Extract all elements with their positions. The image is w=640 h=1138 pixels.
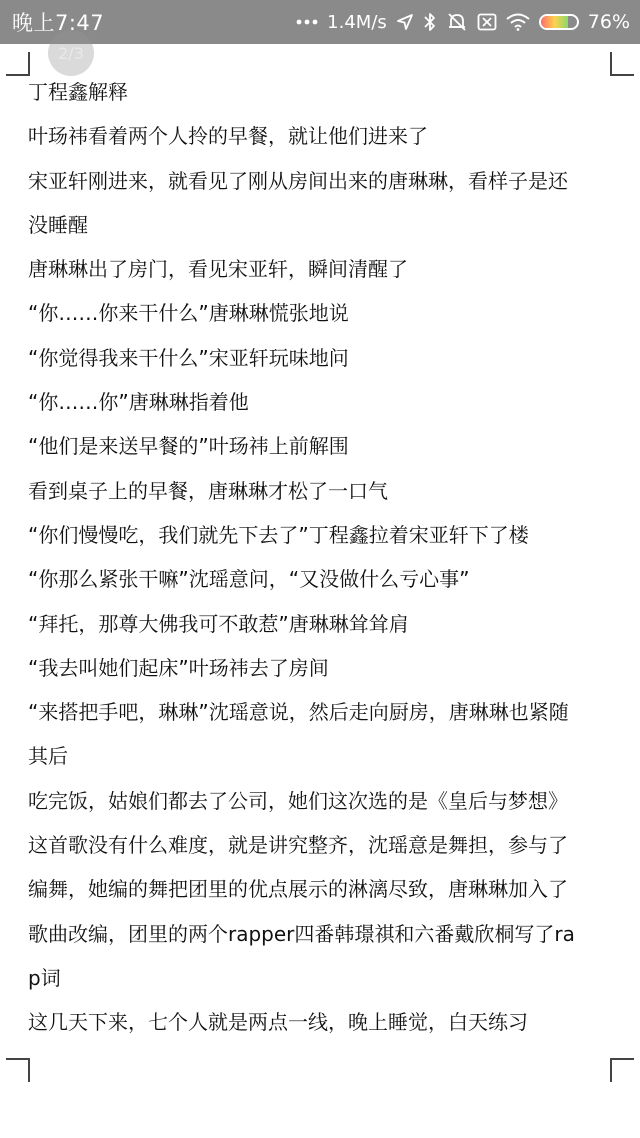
text-line: 看到桌子上的早餐，唐琳琳才松了一口气 [28,478,388,503]
text-line: “我去叫她们起床”叶玚祎去了房间 [28,655,329,680]
sim-off-icon [477,13,497,31]
page-indicator: 2/3 [48,30,94,76]
text-line: 这首歌没有什么难度，就是讲究整齐，沈瑶意是舞担，参与了 [28,833,568,858]
text-line: 其后 [28,744,68,769]
battery-level [541,16,568,28]
text-line: “你……你”唐琳琳指着他 [28,390,249,415]
battery-percent: 76% [587,11,630,33]
text-line: 没睡醒 [28,212,88,237]
status-time: 晚上7:47 [12,11,105,35]
crop-mark-bottom-right [610,1058,634,1082]
crop-mark-bottom-left [6,1058,30,1082]
status-bar [0,0,640,44]
text-line: “你那么紧张干嘛”沈瑶意问，“又没做什么亏心事” [28,567,470,592]
mute-icon [446,12,468,32]
text-line: “你们慢慢吃，我们就先下去了”丁程鑫拉着宋亚轩下了楼 [28,522,529,547]
text-line: 歌曲改编，团里的两个rapper四番韩璟祺和六番戴欣桐写了ra [28,921,575,946]
text-line: 丁程鑫解释 [28,80,128,104]
text-line: 叶玚祎看着两个人拎的早餐，就让他们进来了 [28,124,428,149]
document-body[interactable] [28,70,612,1045]
text-line: 吃完饭，姑娘们都去了公司，她们这次选的是《皇后与梦想》 [28,788,568,813]
network-speed: 1.4M/s [327,11,387,33]
location-icon [396,13,414,31]
text-line: “他们是来送早餐的”叶玚祎上前解围 [28,434,349,459]
text-line: “你觉得我来干什么”宋亚轩玩味地问 [28,345,349,370]
bluetooth-icon [423,12,437,32]
status-icons [296,11,630,33]
text-line: 宋亚轩刚进来，就看见了刚从房间出来的唐琳琳，看样子是还 [28,168,568,193]
text-line: “来搭把手吧，琳琳”沈瑶意说，然后走向厨房，唐琳琳也紧随 [28,700,569,725]
crop-mark-top-right [610,52,634,76]
text-line: 唐琳琳出了房门，看见宋亚轩，瞬间清醒了 [28,257,408,282]
text-line: 编舞，她编的舞把团里的优点展示的淋漓尽致，唐琳琳加入了 [28,877,568,902]
text-line: “你……你来干什么”唐琳琳慌张地说 [28,301,349,326]
text-line: p词 [28,965,61,990]
text-line: 这几天下来，七个人就是两点一线，晚上睡觉，白天练习 [28,1010,528,1035]
wifi-icon [506,13,530,31]
battery-icon [539,14,579,30]
crop-mark-top-left [6,52,30,76]
dots-icon [296,18,318,26]
text-line: “拜托，那尊大佛我可不敢惹”唐琳琳耸耸肩 [28,611,409,636]
